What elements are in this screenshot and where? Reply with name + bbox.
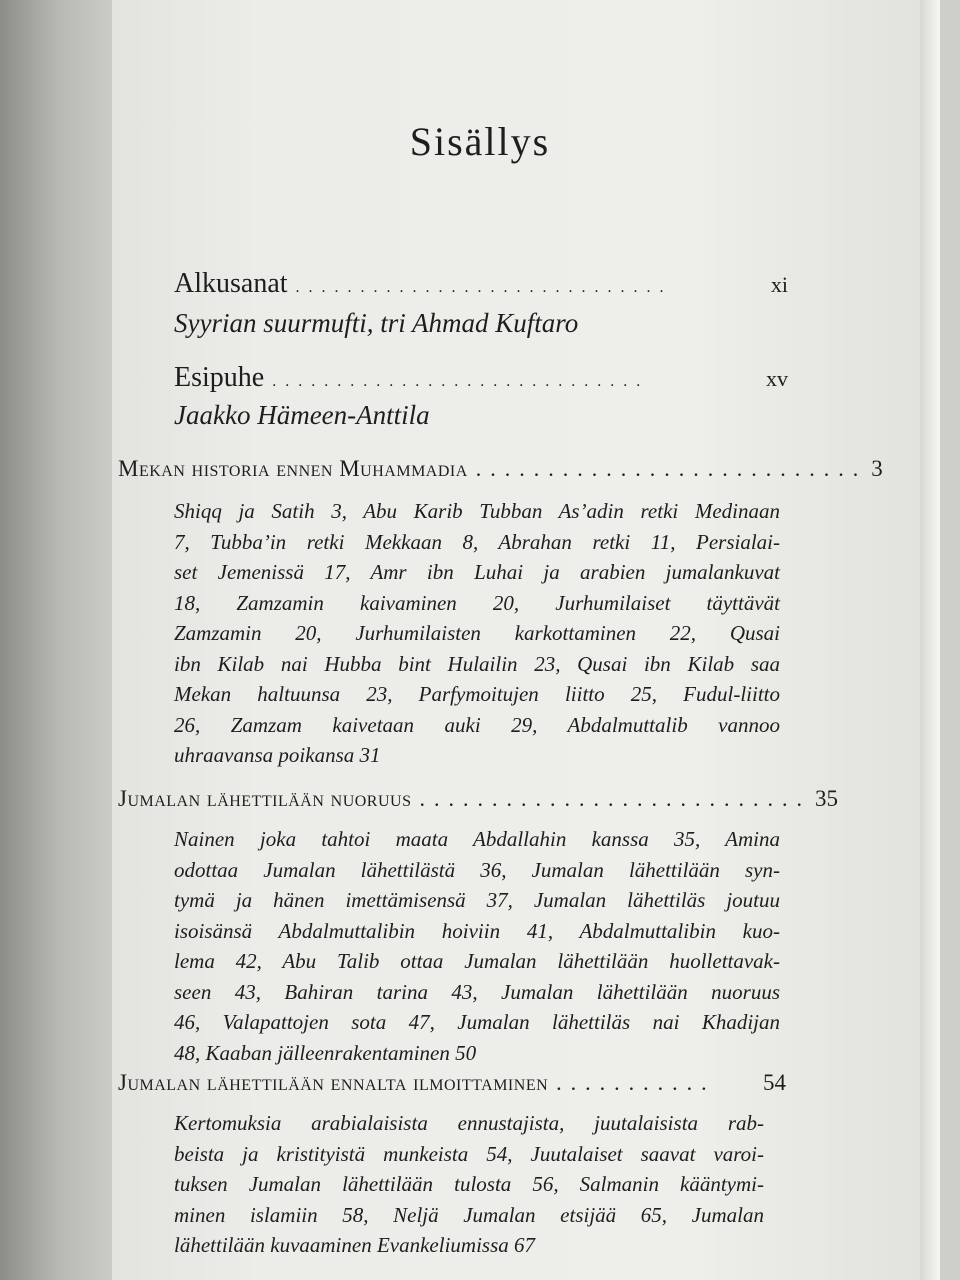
contents-line: 46, Valapattojen sota 47, Jumalan lähettiläs nai Khadijan [174,1010,780,1034]
contents-line: tymä ja hänen imettämisensä 37, Jumalan lähettiläs joutuu [174,888,780,912]
contents-line: Zamzamin 20, Jurhumilaisten karkottaminen 22, Qusai [174,621,780,645]
toc-entry-page: xi [770,272,788,297]
leader-dots: ........... [556,1070,716,1095]
contents-line: 18, Zamzamin kaivaminen 20, Jurhumilaiset täyttävät [174,590,780,615]
chapter-title: Jumalan lähettilään ennalta ilmoittaminen [118,1070,549,1095]
contents-line: Shiqq ja Satih 3, Abu Karib Tubban As’adin retki Medinaan [174,499,780,523]
chapter-title: Mekan historia ennen Muhammadia [118,456,468,481]
toc-entry-label: Esipuhe [174,362,265,393]
toc-entry-alkusanat[interactable] [174,268,788,300]
chapter-title: Jumalan lähettilään nuoruus [118,786,412,811]
contents-line: lähettilään kuvaaminen Evankeliumissa 67 [174,1233,536,1257]
chapter-page: 35 [814,786,838,811]
toc-entry-page: xv [766,366,788,391]
leader-dots: ............................. [295,279,673,296]
page-title: Sisällys [409,119,551,164]
contents-line: minen islamiin 58, Neljä Jumalan etsijää 65, Jumalan [174,1202,764,1227]
contents-line: 48, Kaaban jälleenrakentaminen 50 [174,1040,477,1065]
toc-entry-label: Alkusanat [174,268,288,299]
toc-chapter-1[interactable] [118,456,883,482]
chapter-3-contents [174,1108,764,1261]
toc-entry-author: Jaakko Hämeen-Anttila [174,400,430,430]
contents-line: uhraavansa poikansa 31 [174,743,381,767]
contents-line: set Jemenissä 17, Amr ibn Luhai ja arabien jumalankuvat [174,560,780,584]
contents-line: tuksen Jumalan lähettilään tulosta 56, Salmanin kääntymi- [174,1172,764,1196]
contents-line: Nainen joka tahtoi maata Abdallahin kanssa 35, Amina [174,827,780,851]
leader-dots: ............................. [272,373,650,390]
chapter-page: 3 [871,456,883,481]
contents-line: lema 42, Abu Talib ottaa Jumalan lähettilään huollettavak- [174,949,780,973]
book-spine-shadow [0,0,130,1280]
toc-entry-author: Syyrian suurmufti, tri Ahmad Kuftaro [174,308,579,338]
page-edge [920,0,940,1280]
chapter-page: 54 [763,1070,786,1095]
chapter-2-contents [174,824,780,1068]
contents-line: isoisänsä Abdalmuttalibin hoiviin 41, Abdalmuttalibin kuo- [174,918,780,943]
chapter-1-contents [174,496,780,771]
contents-line: seen 43, Bahiran tarina 43, Jumalan lähettilään nuoruus [174,979,780,1004]
contents-line: 7, Tubba’in retki Mekkaan 8, Abrahan retki 11, Persialai- [174,529,780,554]
contents-line: ibn Kilab nai Hubba bint Hulailin 23, Qusai ibn Kilab saa [174,651,780,676]
contents-line: odottaa Jumalan lähettilästä 36, Jumalan lähettilään syn- [174,857,780,882]
toc-chapter-3[interactable] [118,1070,786,1096]
contents-line: Kertomuksia arabialaisista ennustajista, juutalaisista rab- [174,1111,764,1135]
leader-dots: ........................... [475,456,868,481]
toc-chapter-2[interactable] [118,786,838,812]
contents-line: Mekan haltuunsa 23, Parfymoitujen liitto 25, Fudul-liitto [174,682,780,706]
toc-entry-esipuhe[interactable] [174,362,788,394]
leader-dots: ........................... [419,786,811,811]
contents-line: 26, Zamzam kaivetaan auki 29, Abdalmuttalib vannoo [174,712,780,737]
contents-line: beista ja kristityistä munkeista 54, Juutalaiset saavat varoi- [174,1141,764,1166]
